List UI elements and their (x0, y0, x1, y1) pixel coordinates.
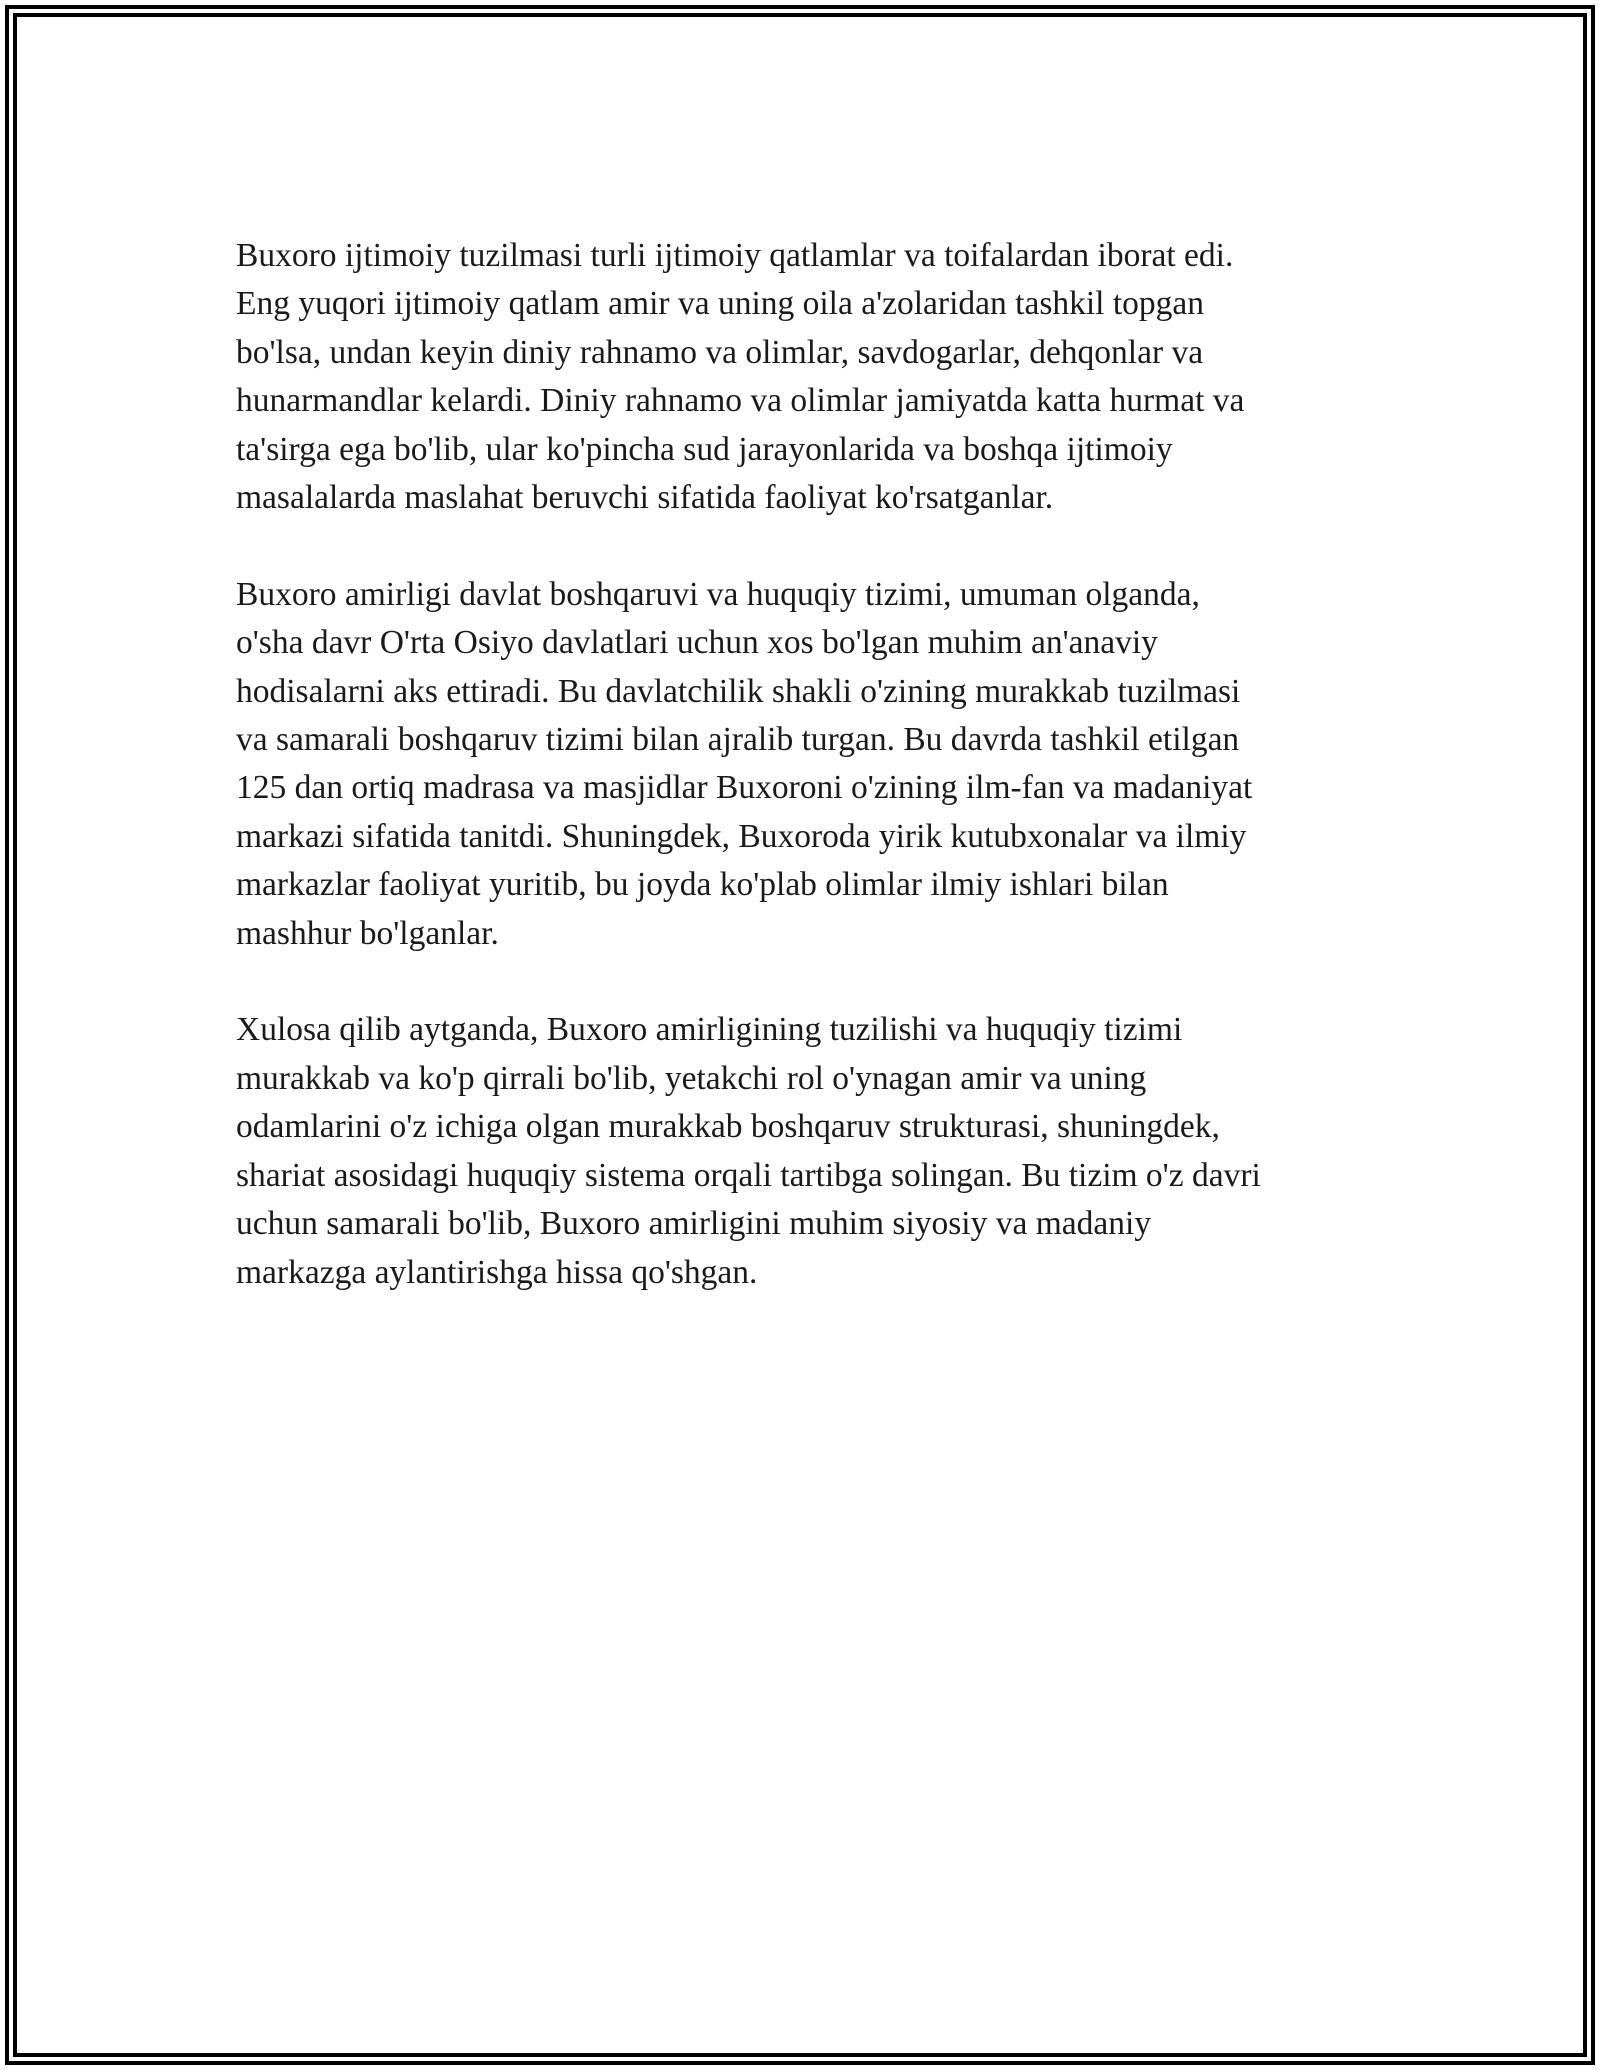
text-line: ta'sirga ega bo'lib, ular ko'pincha sud jarayonlarida va boshqa ijtimoiy (236, 430, 1173, 468)
text-line: Buxoro amirligi davlat boshqaruvi va huquqiy tizimi, umuman olganda, (236, 575, 1200, 613)
paragraph-governance (236, 571, 1376, 958)
text-line: va samarali boshqaruv tizimi bilan ajralib turgan. Bu davrda tashkil etilgan (236, 721, 1240, 759)
text-line: markazga aylantirishga hissa qo'shgan. (236, 1253, 758, 1291)
text-line: o'sha davr O'rta Osiyo davlatlari uchun xos bo'lgan muhim an'anaviy (236, 624, 1158, 662)
text-line: 125 dan ortiq madrasa va masjidlar Buxoroni o'zining ilm-fan va madaniyat (236, 769, 1253, 807)
text-line: shariat asosidagi huquqiy sistema orqali tartibga solingan. Bu tizim o'z davri (236, 1156, 1261, 1194)
text-line: bo'lsa, undan keyin diniy rahnamo va olimlar, savdogarlar, dehqonlar va (236, 333, 1204, 371)
text-line: murakkab va ko'p qirrali bo'lib, yetakchi rol o'ynagan amir va uning (236, 1059, 1147, 1097)
text-line: mashhur bo'lganlar. (236, 914, 499, 952)
text-line: masalalarda maslahat beruvchi sifatida faoliyat ko'rsatganlar. (236, 479, 1054, 517)
text-line: markazi sifatida tanitdi. Shuningdek, Buxoroda yirik kutubxonalar va ilmiy (236, 817, 1247, 855)
text-line: Eng yuqori ijtimoiy qatlam amir va uning oila a'zolaridan tashkil topgan (236, 285, 1205, 323)
paragraph-social-structure (236, 232, 1376, 522)
document-body (236, 232, 1376, 1345)
text-line: odamlarini o'z ichiga olgan murakkab boshqaruv strukturasi, shuningdek, (236, 1108, 1220, 1146)
text-line: Xulosa qilib aytganda, Buxoro amirligining tuzilishi va huquqiy tizimi (236, 1011, 1183, 1049)
text-line: Buxoro ijtimoiy tuzilmasi turli ijtimoiy qatlamlar va toifalardan iborat edi. (236, 237, 1234, 274)
text-line: uchun samarali bo'lib, Buxoro amirligini muhim siyosiy va madaniy (236, 1205, 1152, 1243)
text-line: hunarmandlar kelardi. Diniy rahnamo va olimlar jamiyatda katta hurmat va (236, 382, 1245, 420)
text-line: hodisalarni aks ettiradi. Bu davlatchilik shakli o'zining murakkab tuzilmasi (236, 672, 1241, 710)
paragraph-conclusion (236, 1006, 1376, 1296)
text-line: markazlar faoliyat yuritib, bu joyda ko'plab olimlar ilmiy ishlari bilan (236, 866, 1169, 904)
